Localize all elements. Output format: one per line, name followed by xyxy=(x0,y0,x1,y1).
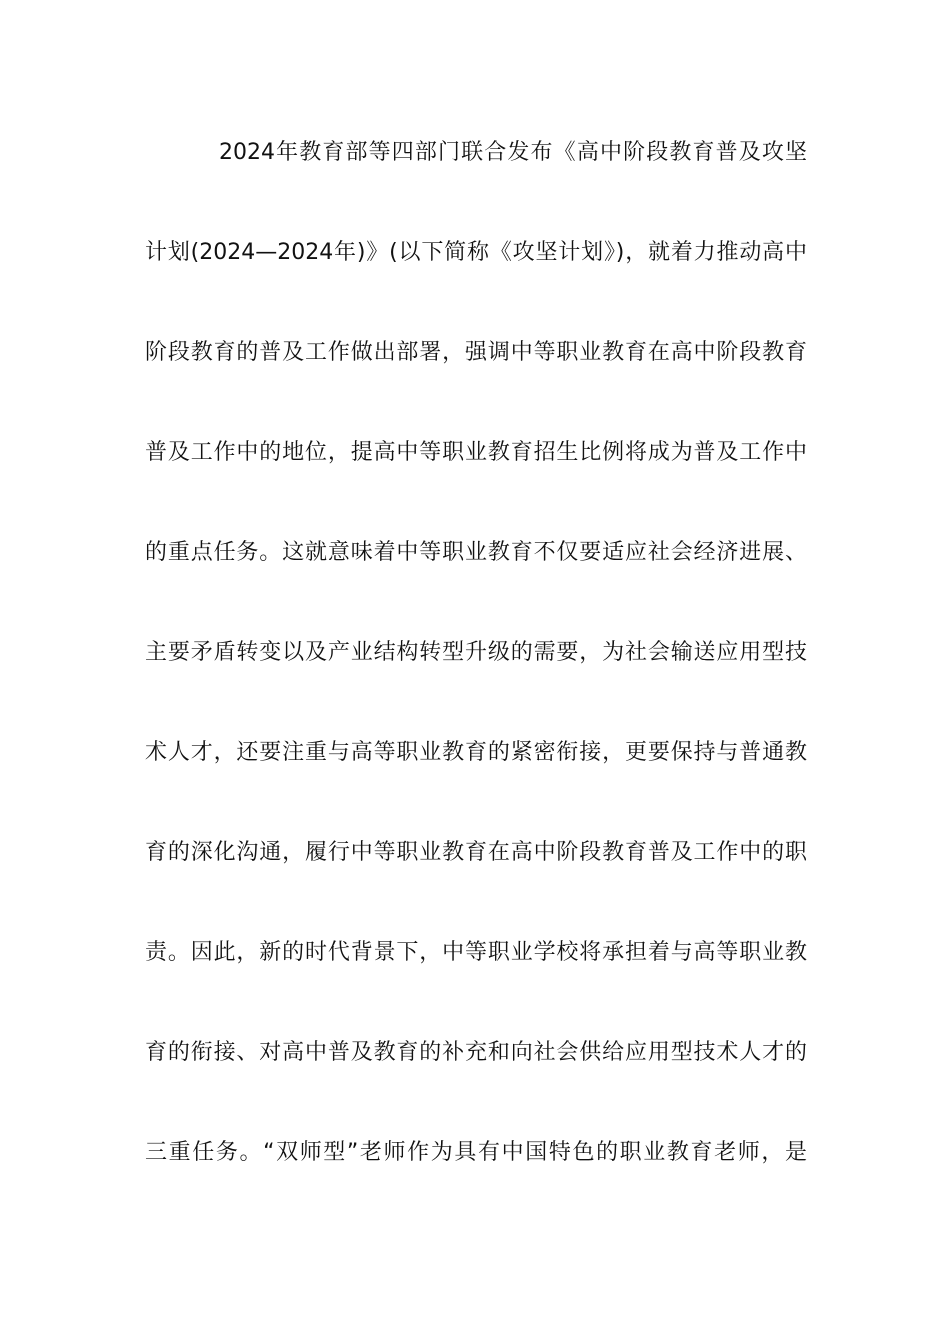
paragraph-line-11: 三重任务。“双师型”老师作为具有中国特色的职业教育老师，是 xyxy=(145,1140,807,1165)
body-paragraph xyxy=(145,128,807,1228)
paragraph-line-8: 育的深化沟通，履行中等职业教育在高中阶段教育普及工作中的职 xyxy=(145,840,807,865)
paragraph-line-5: 的重点任务。这就意味着中等职业教育不仅要适应社会经济进展、 xyxy=(145,540,807,565)
paragraph-line-1: 2024年教育部等四部门联合发布《高中阶段教育普及攻坚 xyxy=(219,140,807,165)
paragraph-line-6: 主要矛盾转变以及产业结构转型升级的需要，为社会输送应用型技 xyxy=(145,640,807,665)
paragraph-line-9: 责。因此，新的时代背景下，中等职业学校将承担着与高等职业教 xyxy=(145,940,807,965)
paragraph-line-2: 计划(2024—2024年)》(以下简称《攻坚计划》)，就着力推动高中 xyxy=(145,240,807,265)
paragraph-line-3: 阶段教育的普及工作做出部署，强调中等职业教育在高中阶段教育 xyxy=(145,340,807,365)
paragraph-line-4: 普及工作中的地位，提高中等职业教育招生比例将成为普及工作中 xyxy=(145,440,807,465)
paragraph-line-10: 育的衔接、对高中普及教育的补充和向社会供给应用型技术人才的 xyxy=(145,1040,807,1065)
paragraph-line-7: 术人才，还要注重与高等职业教育的紧密衔接，更要保持与普通教 xyxy=(145,740,807,765)
